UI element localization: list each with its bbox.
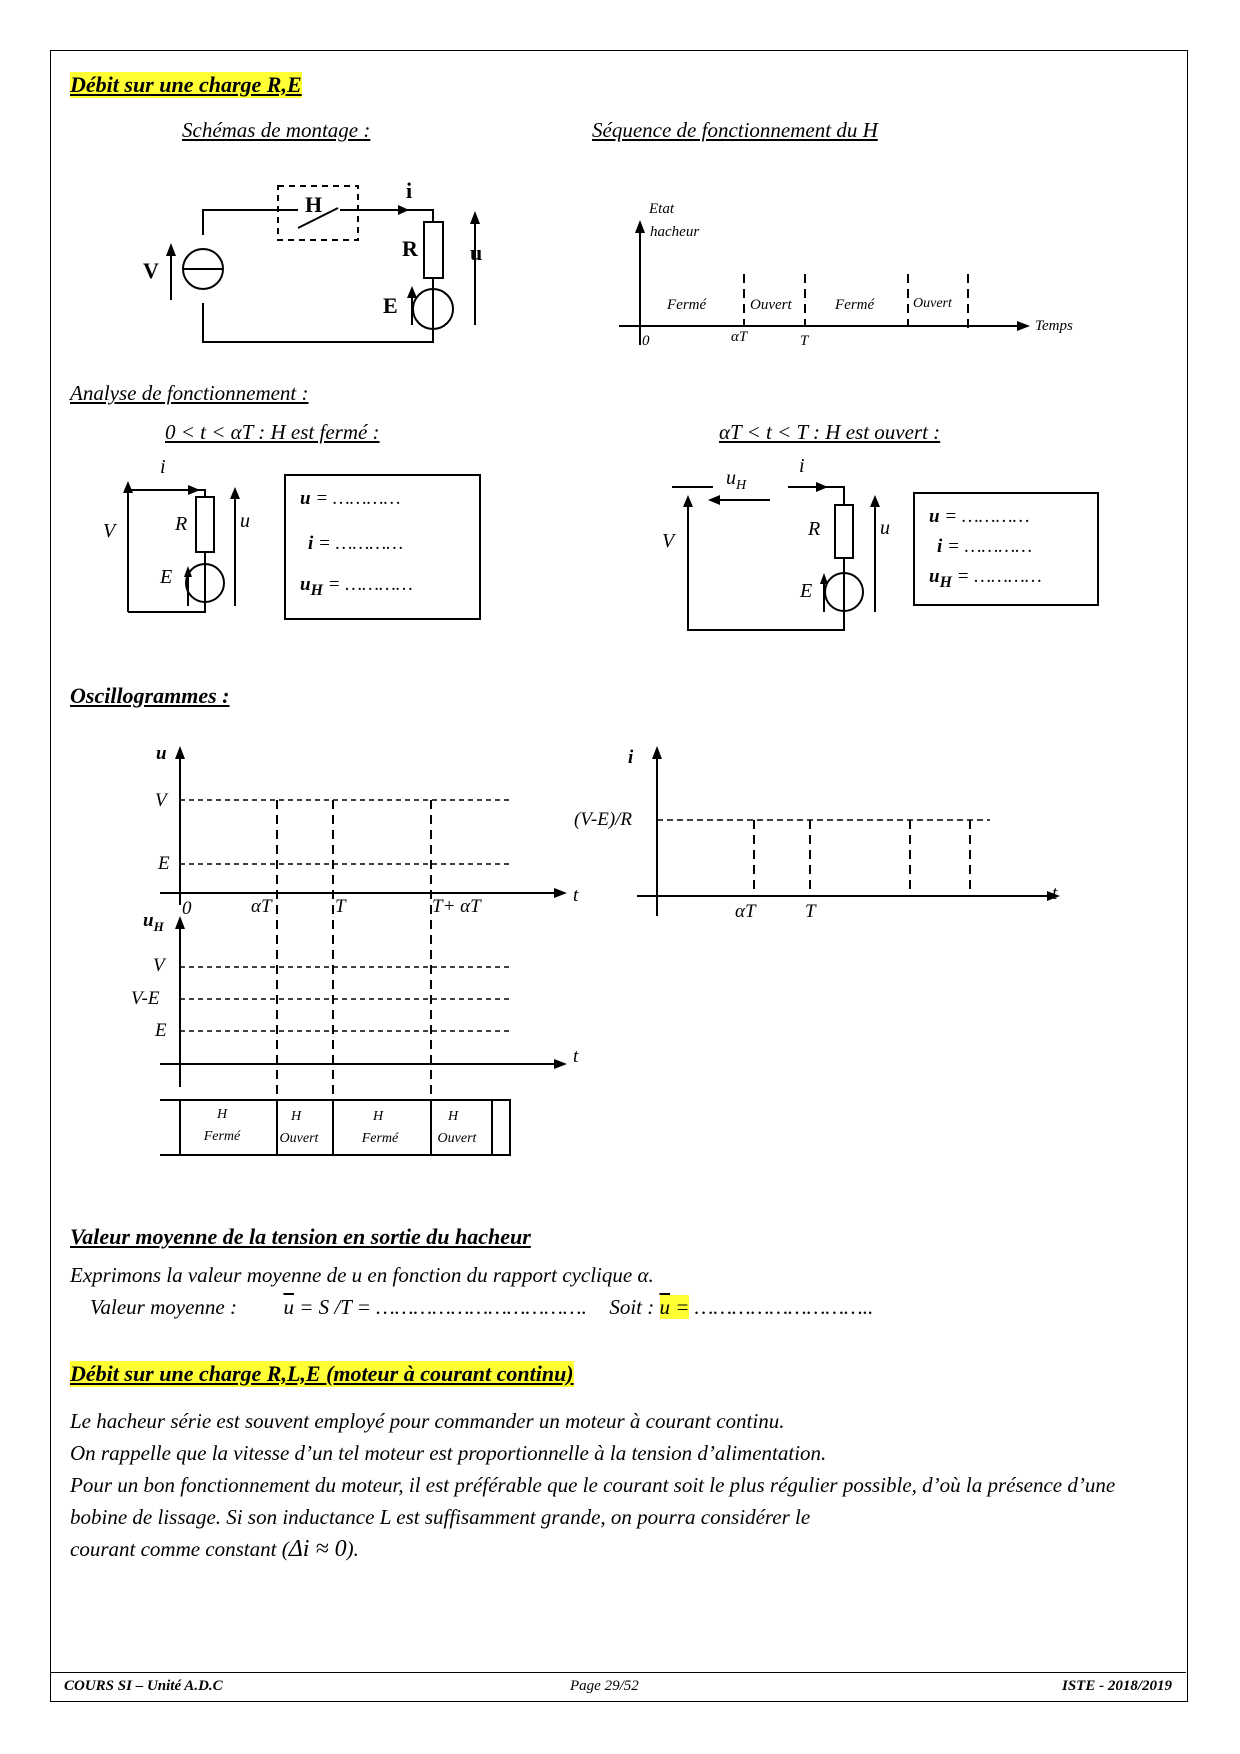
state-1-top: H: [216, 1107, 228, 1122]
soit-label: Soit :: [609, 1295, 655, 1319]
seq-ylabel-2: hacheur: [650, 224, 700, 240]
seq-tick-at: αT: [731, 329, 748, 345]
schemas-title: Schémas de montage :: [182, 118, 371, 142]
label-v: V: [143, 258, 159, 283]
section-title-re: Débit sur une charge R,E: [70, 72, 302, 97]
eq1-u: u: [300, 488, 311, 509]
state-4-bottom: Ouvert: [437, 1131, 477, 1146]
seq-state-1: Fermé: [667, 297, 707, 313]
state-3-top: H: [372, 1109, 384, 1124]
section2-text: [70, 1405, 1170, 1565]
u-level-v: V: [155, 790, 167, 811]
moyenne-title: Valeur moyenne de la tension en sortie du hacheur: [70, 1224, 531, 1249]
state-1-bottom: Fermé: [203, 1129, 241, 1144]
u-level-e: E: [158, 853, 170, 874]
seq-state-4: Ouvert: [913, 296, 952, 311]
uh-level-v: V: [153, 955, 165, 976]
delta-i-formula: Δi ≈ 0: [288, 1536, 347, 1562]
u-tick-0: 0: [182, 898, 192, 919]
label-e: E: [383, 293, 398, 318]
c2-label-e: E: [800, 580, 813, 602]
u-xlabel: t: [573, 885, 579, 906]
eq2-i: i: [937, 536, 943, 557]
label-i: i: [406, 178, 413, 203]
para-2: On rappelle que la vitesse d’un tel moteur est proportionnelle à la tension d’alimentation.: [70, 1441, 827, 1465]
eq2-uh: u: [929, 566, 940, 587]
equations-box-closed: u = ………… i = ………… $u_H$ = …………: [284, 474, 481, 620]
c2-label-u: u: [880, 517, 890, 539]
uh-xlabel: t: [573, 1046, 579, 1067]
seq-state-2: Ouvert: [750, 297, 792, 313]
oscillo-title: Oscillogrammes :: [70, 683, 230, 708]
eq1-uh-blank: …………: [345, 574, 413, 595]
eq2-i-blank: …………: [964, 536, 1033, 557]
sequence-title: Séquence de fonctionnement du H: [592, 118, 878, 142]
state-2-bottom: Ouvert: [279, 1131, 319, 1146]
section-title-rle: Débit sur une charge R,L,E (moteur à courant continu): [70, 1361, 574, 1386]
state-3-bottom: Fermé: [361, 1131, 399, 1146]
soit-blank: ………………………..: [694, 1295, 874, 1319]
c2-label-uh: $u_H$: [726, 467, 747, 493]
uh-level-ve: V-E: [131, 988, 160, 1009]
eq2-uh-blank: …………: [974, 566, 1042, 587]
eq2-u-blank: …………: [961, 506, 1030, 527]
equations-box-open: u = ………… i = ………… $u_H$ = …………: [913, 492, 1099, 606]
i-level: (V-E)/R: [574, 809, 633, 830]
case1-title: 0 < t < αT : H est fermé :: [165, 420, 380, 444]
para-4: courant comme constant (Δi ≈ 0).: [70, 1536, 359, 1562]
u-ylabel: u: [156, 743, 167, 764]
u-tick-t: T: [335, 896, 346, 917]
analyse-title: Analyse de fonctionnement :: [70, 381, 309, 405]
para-1: Le hacheur série est souvent employé pour commander un moteur à courant continu.: [70, 1409, 785, 1433]
i-tick-t: T: [805, 901, 816, 922]
footer-right: ISTE - 2018/2019: [1061, 1678, 1172, 1694]
eq2-u: u: [929, 506, 940, 527]
moyenne-formula: = S /T = …………………………….: [299, 1295, 587, 1319]
c1-label-r: R: [175, 513, 188, 535]
ubar-symbol-2: $\overline{u}$: [659, 1295, 670, 1319]
i-xlabel: t: [1052, 883, 1058, 904]
page-footer: [50, 1672, 1186, 1701]
eq1-uh: u: [300, 574, 311, 595]
c2-label-i: i: [799, 455, 805, 477]
soit-highlight: $\overline{u}$ =: [659, 1295, 690, 1319]
state-2-top: H: [290, 1109, 302, 1124]
para-3: Pour un bon fonctionnement du moteur, il est préférable que le courant soit le plus régulier possible, d’où la présence d’une bobine de lissage. Si son inductance L est suffisamment grande, on pourra considérer le: [70, 1473, 1116, 1529]
label-r: R: [402, 236, 418, 261]
i-ylabel: i: [628, 747, 634, 768]
footer-left: COURS SI – Unité A.D.C: [64, 1678, 223, 1694]
eq1-i: i: [308, 533, 314, 554]
moyenne-formula-line: [90, 1295, 873, 1320]
uh-ylabel: $u_H$: [143, 910, 164, 934]
moyenne-label: Valeur moyenne :: [90, 1295, 237, 1319]
state-4-top: H: [447, 1109, 459, 1124]
label-h: H: [305, 192, 323, 217]
i-tick-at: αT: [735, 901, 756, 922]
eq1-u-blank: …………: [332, 488, 401, 509]
seq-state-3: Fermé: [835, 297, 875, 313]
eq1-i-blank: …………: [335, 533, 404, 554]
seq-tick-0: 0: [642, 333, 650, 349]
c2-label-v: V: [662, 530, 675, 552]
c2-label-r: R: [808, 518, 821, 540]
seq-ylabel-1: Etat: [649, 201, 674, 217]
c1-label-e: E: [160, 566, 173, 588]
case2-title: αT < t < T : H est ouvert :: [719, 420, 941, 444]
footer-page: Page 29/52: [570, 1678, 639, 1694]
uh-level-e: E: [155, 1020, 167, 1041]
u-tick-at: αT: [251, 896, 272, 917]
c1-label-u: u: [240, 510, 250, 532]
u-tick-tat: T+ αT: [432, 896, 481, 917]
ubar-symbol: $\overline{u}$: [283, 1295, 294, 1319]
moyenne-intro: Exprimons la valeur moyenne de u en fonction du rapport cyclique α.: [70, 1263, 654, 1287]
label-u: u: [470, 240, 483, 265]
c1-label-v: V: [103, 520, 116, 542]
seq-xlabel: Temps: [1035, 318, 1073, 334]
seq-tick-t: T: [800, 333, 809, 349]
c1-label-i: i: [160, 456, 166, 478]
